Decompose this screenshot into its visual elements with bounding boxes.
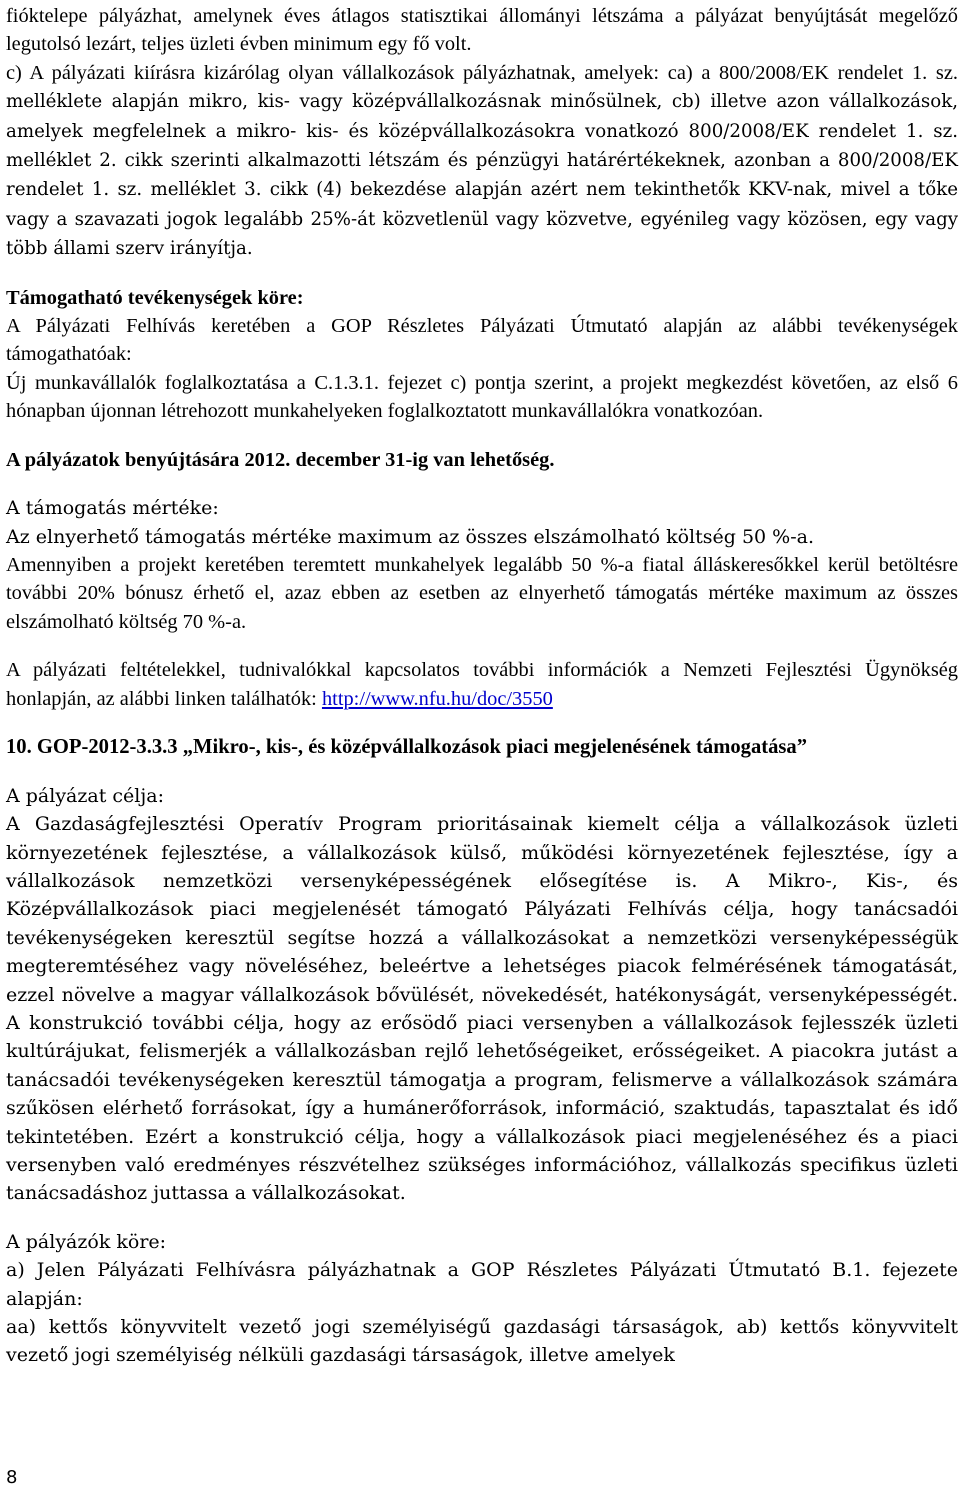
deadline-text: A pályázatok benyújtására 2012. december 31-ig van lehetőség. <box>6 448 555 471</box>
page-number: 8 <box>6 1467 18 1488</box>
applicants-paragraph-a: a) Jelen Pályázati Felhívásra pályázhatnak a GOP Részletes Pályázati Útmutató B.1. fejezete alapján: <box>6 1259 958 1310</box>
support-heading: A támogatás mértéke: <box>6 497 219 520</box>
applicants-paragraph-aa: aa) kettős könyvvitelt vezető jogi személyiségű gazdasági társaságok, ab) kettős könyvvitelt vezető jogi személyiség nélküli gazdasági társaságok, illetve amelyek <box>6 1316 958 1367</box>
nfu-link[interactable]: http://www.nfu.hu/doc/3550 <box>321 687 553 710</box>
info-text: A pályázati feltételekkel, tudnivalókkal kapcsolatos további információk a Nemzeti Fejlesztési Ügynökség honlapján, az alábbi linken találhatók: <box>6 659 958 710</box>
activities-heading: Támogatható tevékenységek köre: <box>6 286 304 309</box>
intro-c-part1: c) A pályázati kiírásra kizárólag olyan vállalkozások pályázhatnak, amelyek: ca) a 800/2008/EK rendelet 1. sz. <box>6 61 958 84</box>
section-title: 10. GOP-2012-3.3.3 „Mikro-, kis-, és középvállalkozások piaci megjelenésének támogatása” <box>6 735 808 758</box>
applicants-heading: A pályázók köre: <box>6 1230 167 1253</box>
document-page <box>6 0 958 1370</box>
activities-paragraph: A Pályázati Felhívás keretében a GOP Részletes Pályázati Útmutató alapján az alábbi tevékenységek támogathatóak: <box>6 315 958 366</box>
support-paragraph-1: Az elnyerhető támogatás mértéke maximum az összes elszámolható költség 50 %-a. <box>6 525 815 548</box>
activities-item: Új munkavállalók foglalkoztatása a C.1.3.1. fejezet c) pontja szerint, a projekt megkezdést követően, az első 6 hónapban újonnan létrehozott munkahelyeken foglalkoztatott munkavállalókra vonatkozóan. <box>6 371 958 423</box>
intro-paragraph-c <box>6 59 958 264</box>
support-paragraph-2: Amennyiben a projekt keretében teremtett munkahelyek legalább 50 %-a fiatal álláskeresőkkel kerül betöltésre további 20% bónusz érhető el, azaz ebben az esetben az elnyerhető támogatás mértéke maximum az összes elszámolható költség 70 %-a. <box>6 553 958 633</box>
intro-c-part2: melléklete alapján mikro, kis- vagy középvállalkozásnak minősülnek, cb) illetve azon vállalkozások, amelyek megfelelnek a mikro- kis- és középvállalkozásokra vonatkozó 800/2008/EK rendelet 1. sz. melléklet 2. cikk szerinti alkalmazotti létszám és pénzügyi határértékeknek, azonban a 800/2008/EK rendelet 1. sz. melléklet 3. cikk (4) bekezdése alapján azért nem tekinthetők KKV-nak, mivel a tőke vagy a szavazati jogok legalább 25%-át közvetlenül vagy közvetve, egyénileg vagy közösen, egy vagy több állami szerv irányítja. <box>6 91 958 260</box>
goal-heading: A pályázat célja: <box>6 784 164 807</box>
info-paragraph <box>6 656 958 713</box>
goal-paragraph: A Gazdaságfejlesztési Operatív Program prioritásainak kiemelt célja a vállalkozások üzleti környezetének fejlesztése, a vállalkozások külső, működési környezetének fejlesztése, így a vállalkozások nemzetközi versenyképességének elősegítése is. A Mikro-, Kis-, és Középvállalkozások piaci megjelenését támogató Pályázati Felhívás célja, hogy tanácsadói tevékenységeken keresztül segítse hozzá a vállalkozásokat a nemzetközi versenyképességük megteremtéséhez vagy növeléséhez, beleértve a lehetséges piacok felmérésének támogatását, ezzel növelve a magyar vállalkozások bővülését, növekedését, hatékonyságát, versenyképességét. A konstrukció további célja, hogy az erősödő piaci versenyben a vállalkozások fejlesszék üzleti kultúrájukat, felismerjék a vállalkozásban rejlő lehetőségeiket, erősségeiket. A piacokra jutást a tanácsadói tevékenységeken keresztül támogatja a program, felismerve a vállalkozások számára szűkösen elérhető forrásokat, így a humánerőforrások, információ, szaktudás, tapasztalat és idő tekintetében. Ezért a konstrukció célja, hogy a vállalkozások piaci megjelenéséhez és a piaci versenyben való eredményes részvételhez szükséges információhoz, vállalkozás specifikus üzleti tanácsadáshoz juttassa a vállalkozásokat. <box>6 813 958 1205</box>
intro-paragraph: fióktelepe pályázhat, amelynek éves átlagos statisztikai állományi létszáma a pályázat benyújtását megelőző legutolsó lezárt, teljes üzleti évben minimum egy fő volt. <box>6 5 958 56</box>
